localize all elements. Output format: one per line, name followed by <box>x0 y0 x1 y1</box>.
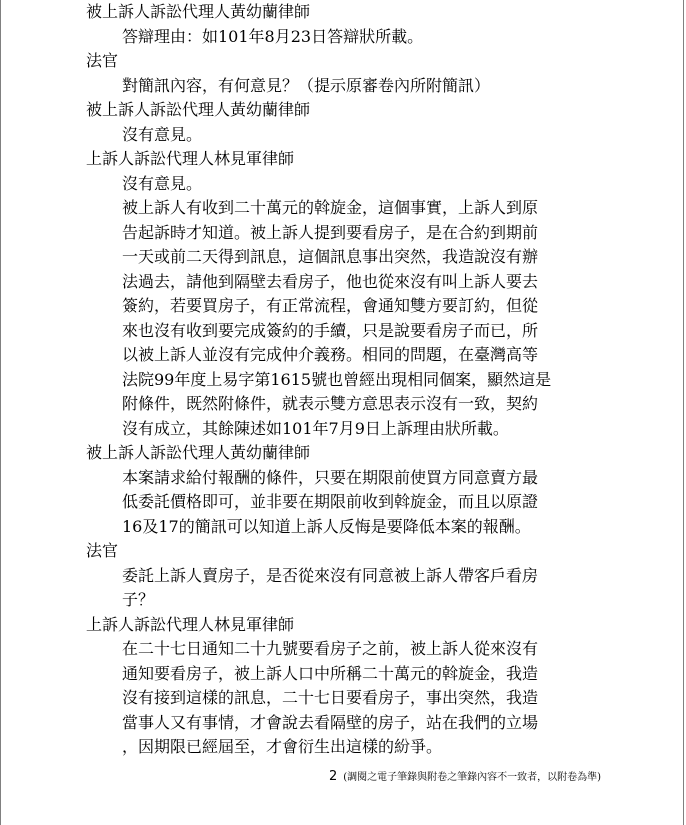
statement-line: 來也沒有收到要完成簽約的手續，只是說要看房子而已，所 <box>122 320 539 340</box>
speaker-label: 被上訴人訴訟代理人黃幼蘭律師 <box>86 100 311 119</box>
speaker-label: 上訴人訴訟代理人林見軍律師 <box>86 614 295 634</box>
statement-line: 附條件，既然附條件，就表示雙方意思表示沒有一致，契約 <box>122 394 539 413</box>
speaker-label: 法官 <box>86 51 119 70</box>
statement-line: 法院99年度上易字第1615號也曾經出現相同個案，顯然這是 <box>122 369 552 389</box>
statement-line: 低委託價格即可，並非要在期限前收到斡旋金，而且以原證 <box>122 492 539 511</box>
speaker-label: 被上訴人訴訟代理人黃幼蘭律師 <box>86 2 311 21</box>
statement-line: 沒有成立，其餘陳述如101年7月9日上訴理由狀所載。 <box>122 418 509 438</box>
statement-line: 告起訴時才知道。被上訴人提到要看房子，是在合約到期前 <box>122 222 539 242</box>
statement-line: 一天或前二天得到訊息，這個訊息事出突然，我造說沒有辦 <box>122 247 539 266</box>
page-footer <box>329 765 601 785</box>
statement-line: 在二十七日通知二十九號要看房子之前，被上訴人從來沒有 <box>122 639 539 658</box>
footer-note: (調閱之電子筆錄與附卷之筆錄內容不一致者，以附卷為準) <box>343 772 602 783</box>
statement-line: 簽約，若要買房子，有正常流程，會通知雙方要訂約，但從 <box>122 296 539 315</box>
statement-line: 對簡訊內容，有何意見？（提示原審卷內所附簡訊） <box>122 75 491 95</box>
statement-line: 沒有意見。 <box>122 173 203 193</box>
statement-line: 沒有意見。 <box>122 124 203 144</box>
speaker-label: 被上訴人訴訟代理人黃幼蘭律師 <box>86 443 311 462</box>
court-transcript <box>86 0 592 760</box>
speaker-label: 上訴人訴訟代理人林見軍律師 <box>86 149 295 168</box>
statement-line: 子？ <box>122 590 155 609</box>
statement-line: 當事人又有事情，才會說去看隔壁的房子，站在我們的立場 <box>122 712 539 732</box>
statement-line: 答辯理由：如101年8月23日答辯狀所載。 <box>122 26 424 46</box>
statement-line: 沒有接到這樣的訊息，二十七日要看房子，事出突然，我造 <box>122 688 539 707</box>
speaker-label: 法官 <box>86 541 119 560</box>
statement-line: 本案請求給付報酬的條件，只要在期限前使買方同意賣方最 <box>122 467 539 487</box>
statement-line: 法過去，請他到隔壁去看房子，他也從來沒有叫上訴人要去 <box>122 271 539 291</box>
page-number: 2 <box>329 769 338 784</box>
statement-line: 以被上訴人並沒有完成仲介義務。相同的問題，在臺灣高等 <box>122 345 539 364</box>
statement-line: ，因期限已經屆至，才會衍生出這樣的紛爭。 <box>122 737 443 756</box>
statement-line: 被上訴人有收到二十萬元的斡旋金，這個事實，上訴人到原 <box>122 198 539 217</box>
statement-line: 委託上訴人賣房子，是否從來沒有同意被上訴人帶客戶看房 <box>122 565 539 585</box>
statement-line: 16及17的簡訊可以知道上訴人反悔是要降低本案的報酬。 <box>122 516 531 536</box>
statement-line: 通知要看房子，被上訴人口中所稱二十萬元的斡旋金，我造 <box>122 663 539 683</box>
